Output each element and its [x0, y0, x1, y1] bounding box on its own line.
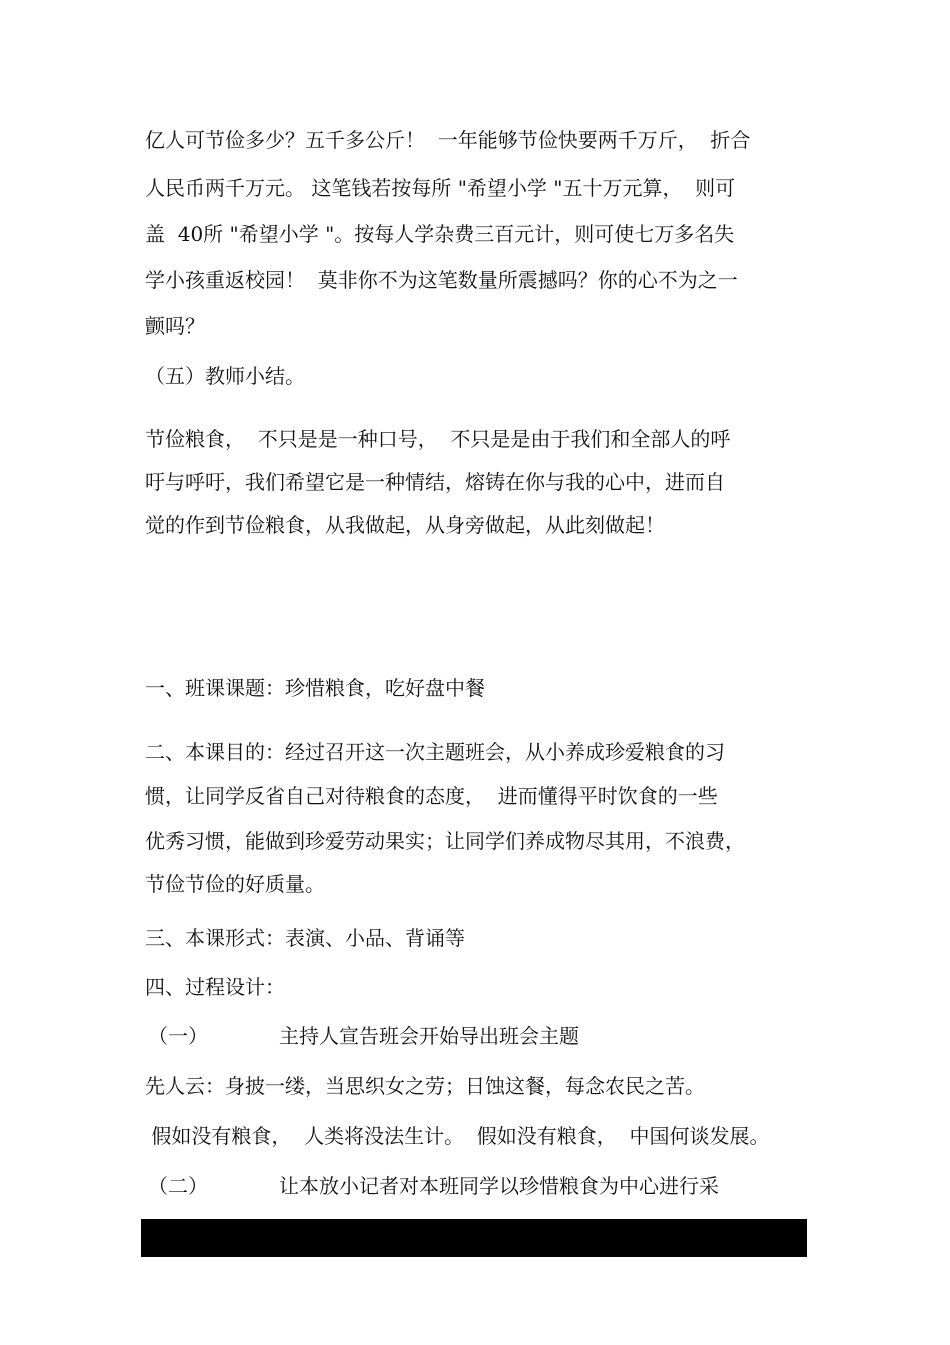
quote-line: 先人云：身披一缕，当思织女之劳；日蚀这餐，每念农民之苦。 [145, 1074, 705, 1098]
redaction-bar [141, 1219, 807, 1257]
step-label: （二） [148, 1174, 208, 1198]
step-text: 主持人宣告班会开始导出班会主题 [279, 1024, 579, 1048]
item-topic: 一、班课课题：珍惜粮食，吃好盘中餐 [145, 676, 485, 700]
item-process: 四、过程设计： [145, 975, 285, 999]
item-purpose-line: 二、本课目的：经过召开这一次主题班会，从小养成珍爱粮食的习 [145, 740, 725, 764]
item-purpose-line: 惯，让同学反省自己对待粮食的态度， 进而懂得平时饮食的一些 [145, 784, 718, 808]
paragraph-line: 人民币两千万元。 这笔钱若按每所 "希望小学 "五十万元算， 则可 [145, 176, 736, 200]
paragraph-line: 吁与呼吁，我们希望它是一种情结，熔铸在你与我的心中，进而自 [145, 470, 725, 494]
section-heading: （五）教师小结。 [145, 364, 305, 388]
step-text: 让本放小记者对本班同学以珍惜粮食为中心进行采 [279, 1174, 719, 1198]
item-purpose-line: 节俭节俭的好质量。 [145, 872, 325, 896]
paragraph-line: 盖 40所 "希望小学 "。按每人学杂费三百元计，则可使七万多名失 [145, 222, 735, 246]
quote-line: 假如没有粮食， 人类将没法生计。 假如没有粮食， 中国何谈发展。 [145, 1124, 770, 1148]
item-form: 三、本课形式：表演、小品、背诵等 [145, 926, 465, 950]
paragraph-line: 颤吗？ [145, 314, 205, 338]
paragraph-line: 亿人可节俭多少？五千多公斤！ 一年能够节俭快要两千万斤， 折合 [145, 128, 751, 152]
paragraph-line: 节俭粮食， 不只是是一种口号， 不只是是由于我们和全部人的呼 [145, 427, 731, 451]
paragraph-line: 学小孩重返校园！ 莫非你不为这笔数量所震撼吗？你的心不为之一 [145, 268, 738, 292]
step-label: （一） [148, 1024, 208, 1048]
item-purpose-line: 优秀习惯，能做到珍爱劳动果实；让同学们养成物尽其用，不浪费， [145, 829, 745, 853]
paragraph-line: 觉的作到节俭粮食，从我做起，从身旁做起，从此刻做起！ [145, 513, 665, 537]
